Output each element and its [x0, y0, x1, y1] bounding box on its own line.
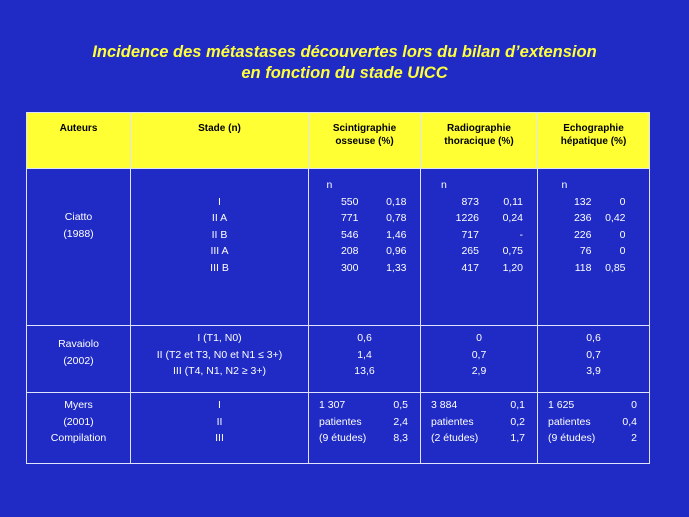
- radio-ciatto: n 873 0,11 1226 0,24 717 - 265 0,75 417 1,20: [421, 169, 538, 326]
- table-row-ravaiolo: [27, 326, 650, 393]
- scinti-myers: 1 307 0,5 patientes 2,4 (9 études) 8,3: [309, 393, 421, 464]
- header-stade: Stade (n): [131, 113, 309, 169]
- echo-myers: 1 625 0 patientes 0,4 (9 études) 2: [538, 393, 650, 464]
- radio-myers: 3 884 0,1 patientes 0,2 (2 études) 1,7: [421, 393, 538, 464]
- author-myers: Myers (2001) Compilation: [27, 393, 131, 464]
- table-row-myers: [27, 393, 650, 464]
- stades-ciatto: I II A II B III A III B: [131, 169, 309, 326]
- header-radiographie: Radiographie thoracique (%): [421, 113, 538, 169]
- echo-ciatto: n 132 0 236 0,42 226 0 76 0 118 0,85: [538, 169, 650, 326]
- author-ciatto: Ciatto (1988): [27, 169, 131, 326]
- title-line-2: en fonction du stade UICC: [241, 64, 448, 82]
- table-row-ciatto: [27, 169, 650, 326]
- scinti-ravaiolo: 0,6 1,4 13,6: [309, 326, 421, 393]
- header-auteurs: Auteurs: [27, 113, 131, 169]
- stades-myers: I II III: [131, 393, 309, 464]
- header-scintigraphie: Scintigraphie osseuse (%): [309, 113, 421, 169]
- stades-ravaiolo: I (T1, N0) II (T2 et T3, N0 et N1 ≤ 3+) III (T4, N1, N2 ≥ 3+): [131, 326, 309, 393]
- author-ravaiolo: Ravaiolo (2002): [27, 326, 131, 393]
- header-echographie: Echographie hépatique (%): [538, 113, 650, 169]
- slide-title: [0, 42, 689, 84]
- scinti-ciatto: n 550 0,18 771 0,78 546 1,46 208 0,96 300 1,33: [309, 169, 421, 326]
- radio-ravaiolo: 0 0,7 2,9: [421, 326, 538, 393]
- echo-ravaiolo: 0,6 0,7 3,9: [538, 326, 650, 393]
- header-row: [27, 113, 650, 169]
- title-line-1: Incidence des métastases découvertes lors du bilan d’extension: [92, 43, 597, 61]
- metastases-table: [26, 112, 650, 464]
